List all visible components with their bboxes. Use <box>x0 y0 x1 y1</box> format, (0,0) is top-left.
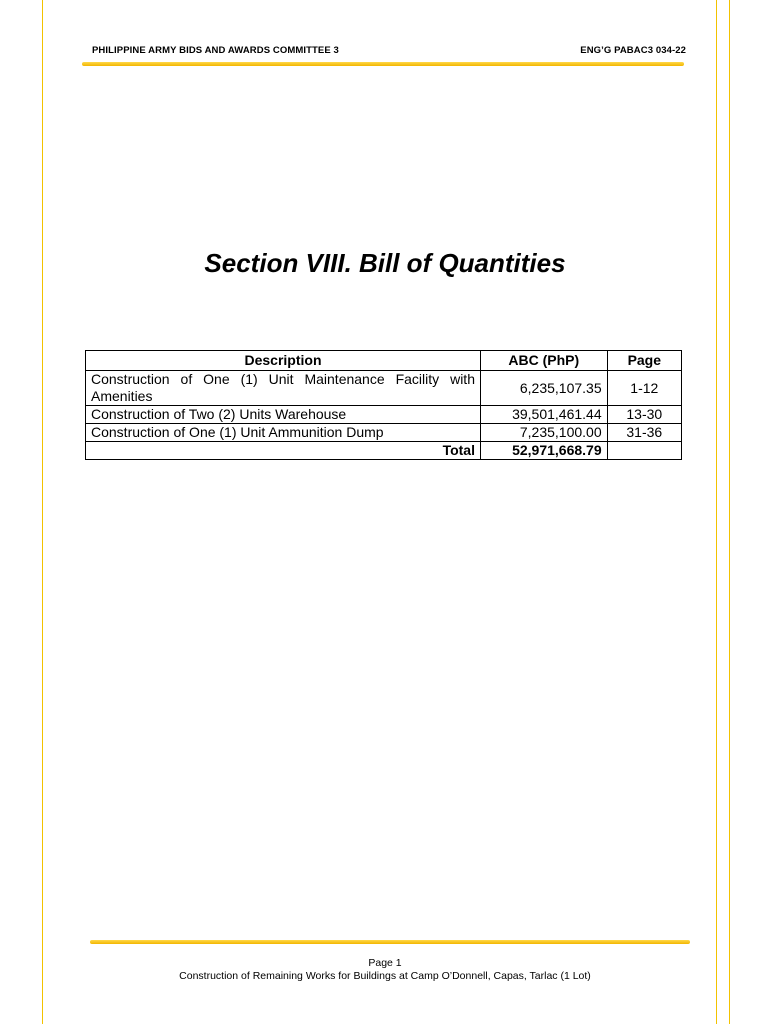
table-total-row <box>86 442 682 460</box>
header-abc: ABC (PhP) <box>480 351 607 371</box>
row-description: Construction of One (1) Unit Maintenance Facility with Amenities <box>86 371 481 406</box>
total-label: Total <box>86 442 481 460</box>
header-rule <box>82 62 684 66</box>
row-abc: 39,501,461.44 <box>480 406 607 424</box>
header-description: Description <box>86 351 481 371</box>
section-title: Section VIII. Bill of Quantities <box>204 248 566 278</box>
table-header-row <box>86 351 682 371</box>
footer-project-title: Construction of Remaining Works for Buildings at Camp O’Donnell, Capas, Tarlac (1 Lot) <box>179 970 591 982</box>
total-value: 52,971,668.79 <box>480 442 607 460</box>
page-border-right <box>716 0 717 1024</box>
header-page: Page <box>607 351 681 371</box>
footer-page-number: Page 1 <box>368 957 402 969</box>
table-row <box>86 424 682 442</box>
row-page: 31-36 <box>607 424 681 442</box>
row-page: 1-12 <box>607 371 681 406</box>
row-description: Construction of Two (2) Units Warehouse <box>86 406 481 424</box>
page-border-right-outer <box>729 0 730 1024</box>
bill-of-quantities-table <box>85 350 682 460</box>
table-row <box>86 406 682 424</box>
row-abc: 7,235,100.00 <box>480 424 607 442</box>
footer-rule <box>90 940 690 944</box>
header-committee: PHILIPPINE ARMY BIDS AND AWARDS COMMITTEE 3 <box>92 45 339 56</box>
total-page-empty <box>607 442 681 460</box>
table-row <box>86 371 682 406</box>
row-description: Construction of One (1) Unit Ammunition Dump <box>86 424 481 442</box>
page-header <box>92 45 686 61</box>
row-abc: 6,235,107.35 <box>480 371 607 406</box>
row-page: 13-30 <box>607 406 681 424</box>
page-border-left <box>42 0 43 1024</box>
header-reference: ENG’G PABAC3 034-22 <box>580 45 686 56</box>
